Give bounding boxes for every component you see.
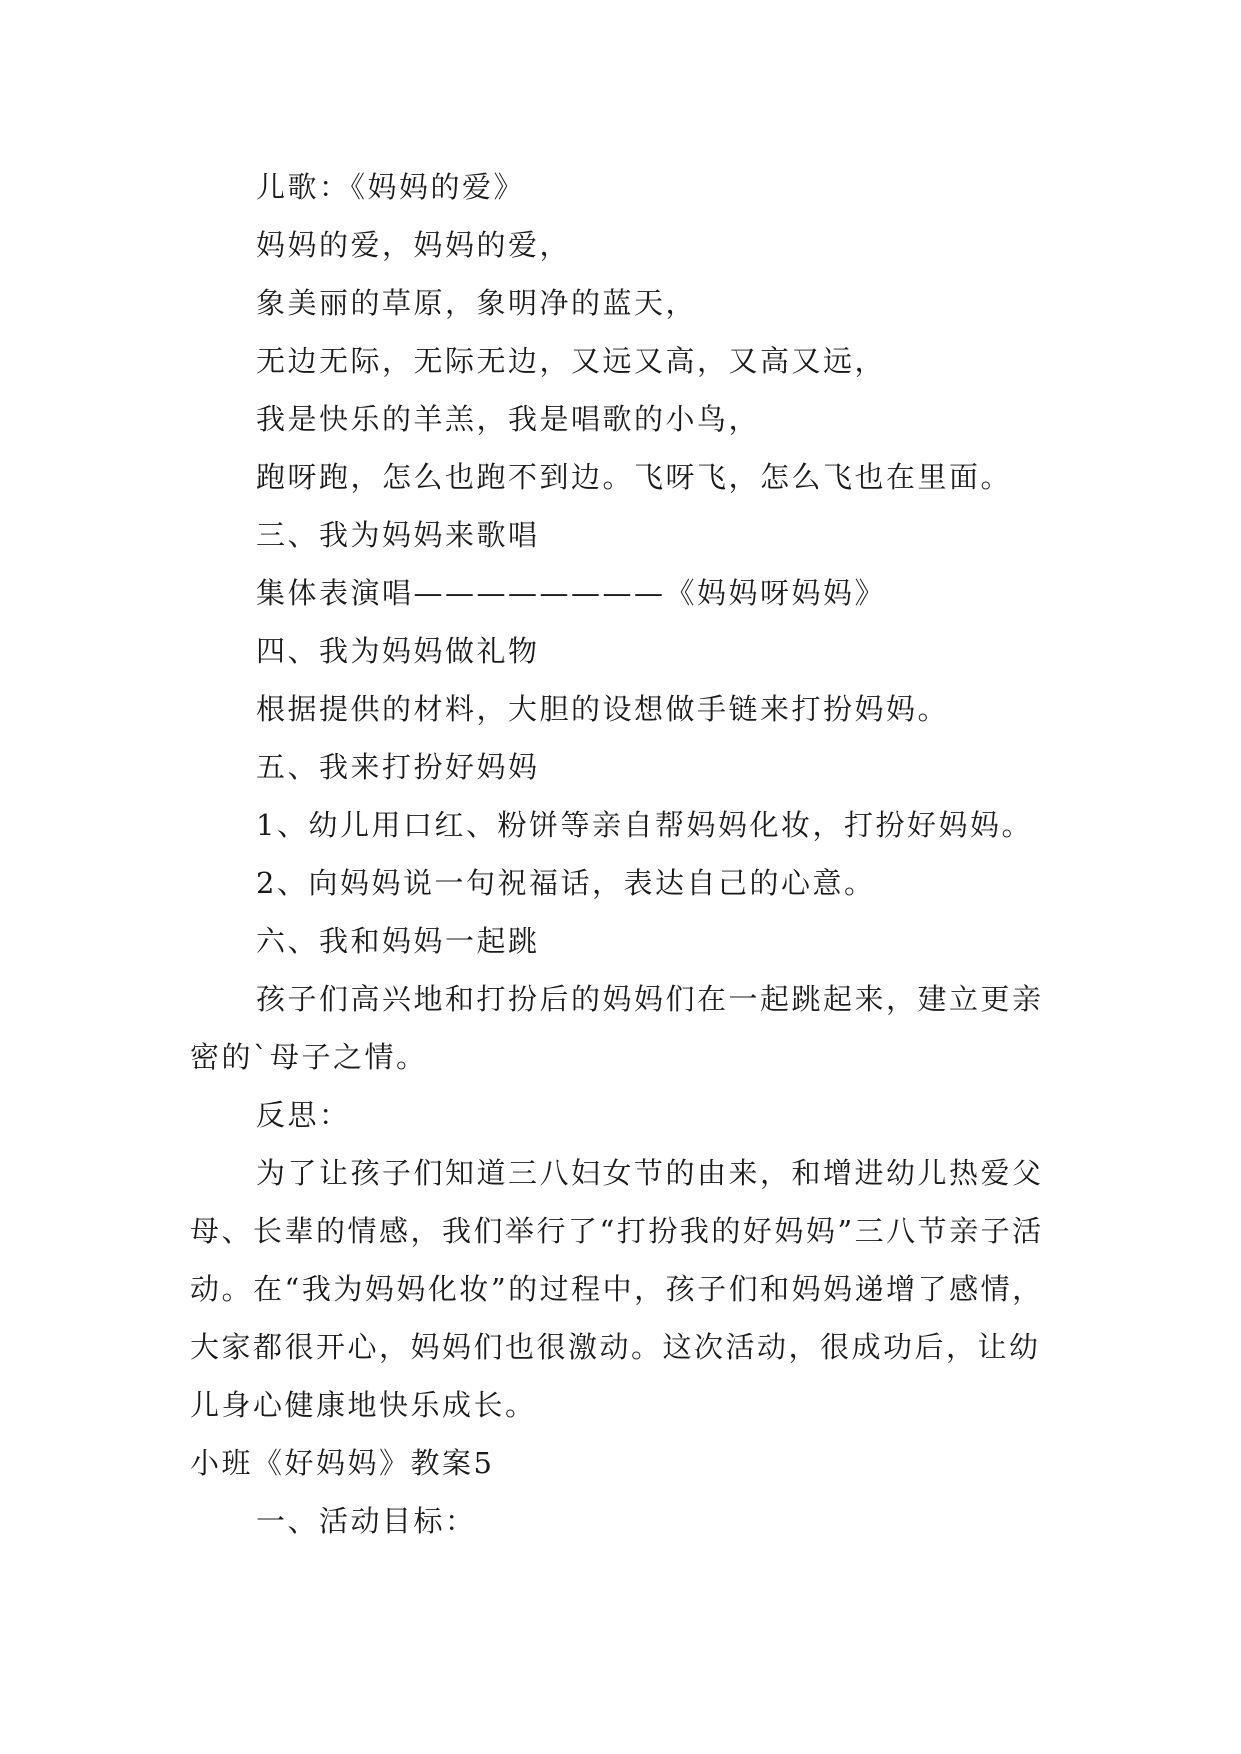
goal-heading: 一、活动目标：	[256, 1504, 477, 1538]
step-6-heading: 六、我和妈妈一起跳	[256, 924, 540, 958]
song-line-2: 象美丽的草原，象明净的蓝天，	[256, 286, 698, 320]
reflection-paragraph: 为了让孩子们知道三八妇女节的由来，和增进幼儿热爱父母、长辈的情感，我们举行了“打扮我的好妈妈”三八节亲子活动。在“我为妈妈化妆”的过程中，孩子们和妈妈递增了感情，大家都很开心，妈妈们也很激动。这次活动，很成功后，让幼儿身心健康地快乐成长。	[190, 1156, 1044, 1422]
song-title: 儿歌：《妈妈的爱》	[256, 170, 526, 204]
step-5-heading: 五、我来打扮好妈妈	[256, 750, 540, 784]
step-4-heading: 四、我为妈妈做礼物	[256, 634, 540, 668]
step-5-item-2: 2、向妈妈说一句祝福话，表达自己的心意。	[256, 866, 876, 900]
song-line-3: 无边无际，无际无边，又远又高，又高又远，	[256, 344, 887, 378]
step-6-paragraph: 孩子们高兴地和打扮后的妈妈们在一起跳起来，建立更亲密的`母子之情。	[190, 982, 1044, 1074]
song-line-5: 跑呀跑，怎么也跑不到边。飞呀飞，怎么飞也在里面。	[256, 460, 1013, 494]
song-line-1: 妈妈的爱，妈妈的爱，	[256, 228, 572, 262]
reflection-heading: 反思：	[256, 1098, 351, 1132]
song-line-4: 我是快乐的羊羔，我是唱歌的小鸟，	[256, 402, 761, 436]
lesson-title: 小班《好妈妈》教案5	[190, 1446, 495, 1480]
step-3-text: 集体表演唱————————《妈妈呀妈妈》	[256, 576, 887, 610]
step-4-text: 根据提供的材料，大胆的设想做手链来打扮妈妈。	[256, 692, 950, 726]
step-3-heading: 三、我为妈妈来歌唱	[256, 518, 540, 552]
step-5-item-1: 1、幼儿用口红、粉饼等亲自帮妈妈化妆，打扮好妈妈。	[256, 808, 1033, 842]
document-body	[190, 158, 1060, 1550]
